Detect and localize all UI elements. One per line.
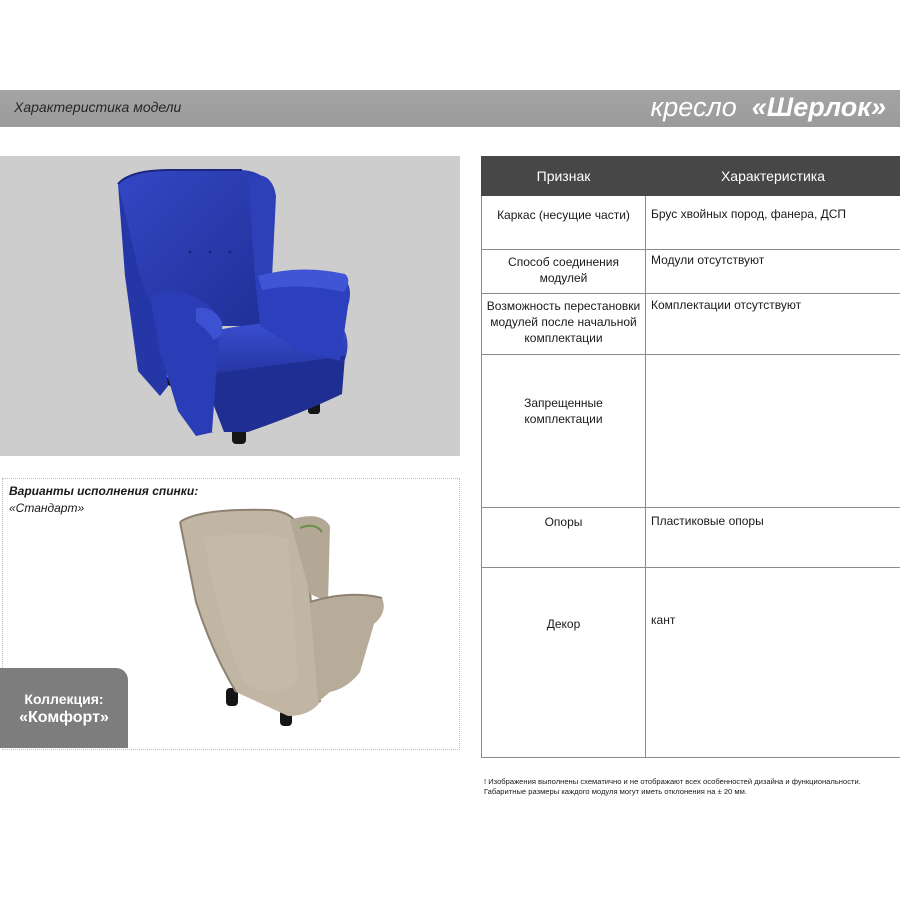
table-row: [482, 250, 900, 294]
back-view-photo: [160, 502, 400, 742]
row-attribute: Запрещенные комплектации: [482, 355, 646, 508]
blue-armchair-illustration: [0, 156, 460, 456]
main-product-photo: [0, 156, 460, 456]
row-attribute: Способ соединения модулей: [482, 250, 646, 294]
footnote-line-1: ! Изображения выполнены схематично и не отображают всех особенностей дизайна и функциональности.: [484, 777, 861, 786]
product-name: «Шерлок»: [751, 92, 886, 122]
table-row: [482, 508, 900, 568]
product-title: [651, 92, 887, 123]
table-row: [482, 294, 900, 355]
row-value: Брус хвойных пород, фанера, ДСП: [646, 196, 900, 250]
collection-badge: [0, 668, 128, 748]
header-attribute: Признак: [482, 157, 646, 196]
footnote: [484, 777, 894, 797]
table-header-row: [482, 157, 900, 196]
collection-name: «Комфорт»: [19, 709, 109, 726]
row-value: Комплектации отсутствуют: [646, 294, 900, 355]
variants-title: Варианты исполнения спинки:: [9, 484, 199, 498]
collection-label: Коллекция:: [24, 691, 104, 707]
specification-table: [481, 156, 900, 758]
row-attribute: Каркас (несущие части): [482, 196, 646, 250]
header-characteristic: Характеристика: [646, 157, 900, 196]
footnote-line-2: Габаритные размеры каждого модуля могут иметь отклонения на ± 20 мм.: [484, 787, 747, 796]
row-value: [646, 355, 900, 508]
table-row: [482, 568, 900, 758]
variant-standard: «Стандарт»: [9, 501, 85, 515]
row-value: Пластиковые опоры: [646, 508, 900, 568]
row-value: кант: [646, 568, 900, 758]
section-title: Характеристика модели: [14, 99, 182, 115]
product-prefix: кресло: [650, 92, 737, 122]
row-attribute: Декор: [482, 568, 646, 758]
table-row: [482, 355, 900, 508]
row-value: Модули отсутствуют: [646, 250, 900, 294]
header-bar: [0, 90, 900, 127]
row-attribute: Возможность перестановки модулей после начальной комплектации: [482, 294, 646, 355]
table-row: [482, 196, 900, 250]
beige-armchair-illustration: [160, 502, 400, 742]
row-attribute: Опоры: [482, 508, 646, 568]
